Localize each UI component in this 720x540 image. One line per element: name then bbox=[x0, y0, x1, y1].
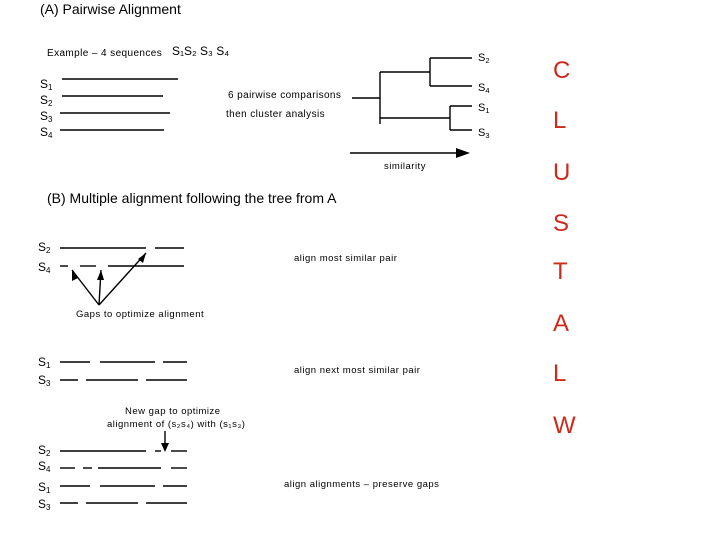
section-a-title: (A) Pairwise Alignment bbox=[40, 1, 181, 17]
pair2-label-s1: $S_1$ bbox=[38, 355, 51, 370]
side-letter-s: S bbox=[553, 210, 570, 237]
side-letter-u: U bbox=[553, 159, 571, 186]
step1-note: align most similar pair bbox=[294, 253, 398, 264]
final-label-s1: $S_1$ bbox=[38, 480, 51, 495]
seq-label-s3: $S_3$ bbox=[40, 109, 53, 124]
pairwise-comparisons-text: 6 pairwise comparisons bbox=[228, 90, 342, 101]
gap-arrowhead-2 bbox=[97, 270, 104, 280]
similarity-label: similarity bbox=[384, 161, 426, 172]
new-gap-note-line2: alignment of (s₂s₄) with (s₁s₃) bbox=[107, 419, 246, 430]
side-letter-w: W bbox=[553, 412, 576, 439]
seq-label-s4: $S_4$ bbox=[40, 125, 53, 140]
step2-note: align next most similar pair bbox=[294, 365, 421, 376]
final-label-s2: $S_2$ bbox=[38, 443, 51, 458]
new-gap-arrowhead bbox=[161, 443, 169, 452]
new-gap-note-line1: New gap to optimize bbox=[125, 406, 221, 417]
seq-label-s2: $S_2$ bbox=[40, 93, 53, 108]
cluster-analysis-text: then cluster analysis bbox=[226, 109, 326, 120]
side-letter-l2: L bbox=[553, 360, 567, 387]
section-b-title: (B) Multiple alignment following the tree from A bbox=[47, 190, 337, 206]
pair1-label-s4: $S_4$ bbox=[38, 260, 51, 275]
seq-label-s1: $S_1$ bbox=[40, 77, 53, 92]
final-label-s3: $S_3$ bbox=[38, 497, 51, 512]
side-letter-t: T bbox=[553, 258, 568, 285]
gap-arrow-3 bbox=[99, 253, 146, 305]
tree-leaf-s2: $S_2$ bbox=[478, 52, 490, 65]
side-letter-c: C bbox=[553, 57, 571, 84]
step3-note: align alignments – preserve gaps bbox=[284, 479, 440, 490]
pair1-label-s2: $S_2$ bbox=[38, 240, 51, 255]
tree-leaf-s1: $S_1$ bbox=[478, 102, 490, 115]
gap-arrow-1 bbox=[72, 270, 99, 305]
similarity-arrow-head bbox=[456, 148, 470, 158]
gaps-note: Gaps to optimize alignment bbox=[76, 309, 205, 320]
side-letter-a: A bbox=[553, 310, 570, 337]
final-label-s4: $S_4$ bbox=[38, 459, 51, 474]
sequence-list: S₁S₂ S₃ S₄ bbox=[172, 44, 230, 58]
side-letter-l1: L bbox=[553, 107, 567, 134]
pair2-label-s3: $S_3$ bbox=[38, 373, 51, 388]
tree-leaf-s3: $S_3$ bbox=[478, 127, 490, 140]
tree-leaf-s4: $S_4$ bbox=[478, 82, 490, 95]
example-label: Example – 4 sequences bbox=[47, 48, 163, 59]
